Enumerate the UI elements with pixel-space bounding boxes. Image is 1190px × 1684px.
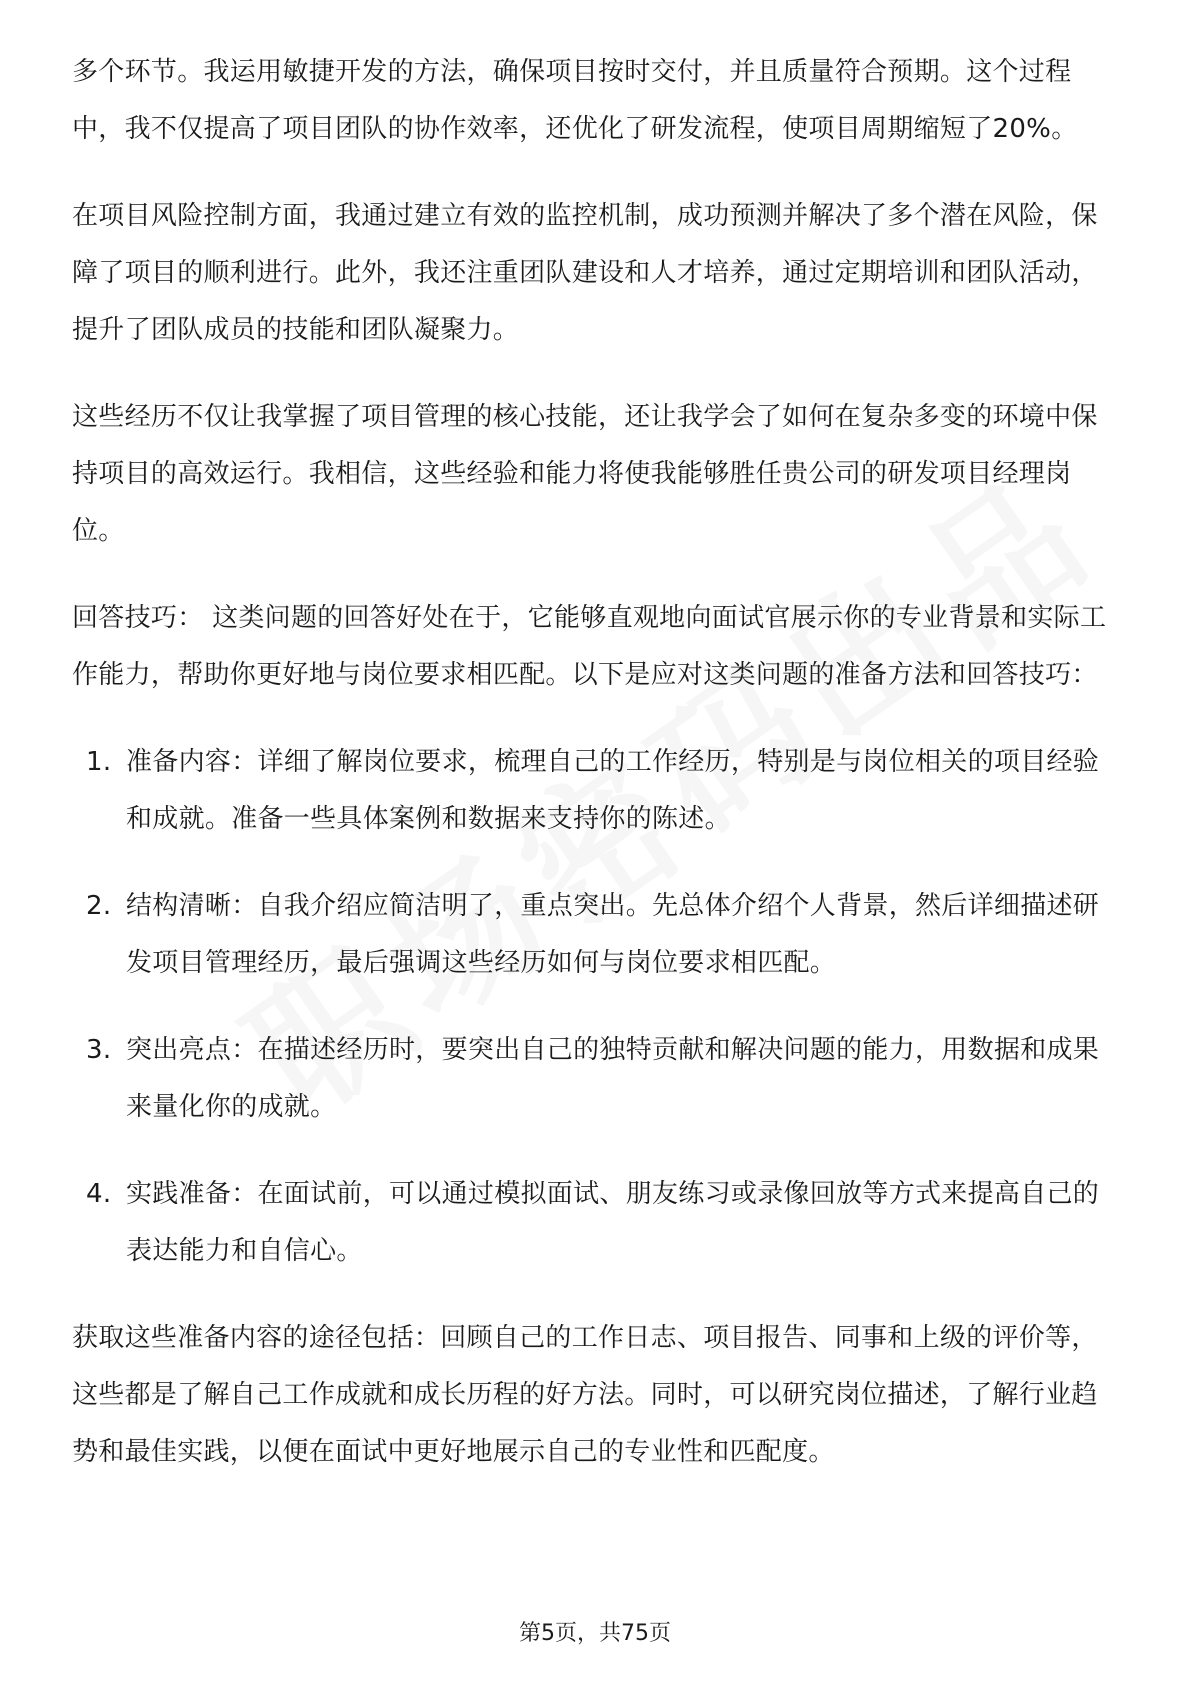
list-item [72,878,1118,992]
list-item-number: 2. [86,891,112,921]
list-item-text: 准备内容：详细了解岗位要求，梳理自己的工作经历，特别是与岗位相关的项目经验和成就。准备一些具体案例和数据来支持你的陈述。 [126,747,1100,834]
list-item-text: 实践准备：在面试前，可以通过模拟面试、朋友练习或录像回放等方式来提高自己的表达能力和自信心。 [126,1179,1100,1266]
list-item [72,1166,1118,1280]
tips-list [72,734,1118,1280]
list-item-number: 4. [86,1179,112,1209]
list-item-text: 突出亮点：在描述经历时，要突出自己的独特贡献和解决问题的能力，用数据和成果来量化你的成就。 [126,1035,1100,1122]
list-item-number: 3. [86,1035,112,1065]
list-item-text: 结构清晰：自我介绍应简洁明了，重点突出。先总体介绍个人背景，然后详细描述研发项目管理经历，最后强调这些经历如何与岗位要求相匹配。 [126,891,1100,978]
page-content [72,44,1118,1511]
paragraph-summary: 这些经历不仅让我掌握了项目管理的核心技能，还让我学会了如何在复杂多变的环境中保持项目的高效运行。我相信，这些经验和能力将使我能够胜任贵公司的研发项目经理岗位。 [72,402,1098,546]
list-item [72,1022,1118,1136]
page-number: 第5页，共75页 [519,1621,671,1646]
list-item-number: 1. [86,747,112,777]
paragraph-risk-control: 在项目风险控制方面，我通过建立有效的监控机制，成功预测并解决了多个潜在风险，保障了项目的顺利进行。此外，我还注重团队建设和人才培养，通过定期培训和团队活动，提升了团队成员的技能和团队凝聚力。 [72,201,1098,345]
paragraph-agile: 多个环节。我运用敏捷开发的方法，确保项目按时交付，并且质量符合预期。这个过程中，我不仅提高了项目团队的协作效率，还优化了研发流程，使项目周期缩短了20%。 [72,57,1078,144]
paragraph-answer-tips: 回答技巧： 这类问题的回答好处在于，它能够直观地向面试官展示你的专业背景和实际工作能力，帮助你更好地与岗位要求相匹配。以下是应对这类问题的准备方法和回答技巧： [72,603,1107,690]
paragraph-closing: 获取这些准备内容的途径包括：回顾自己的工作日志、项目报告、同事和上级的评价等，这些都是了解自己工作成就和成长历程的好方法。同时，可以研究岗位描述，了解行业趋势和最佳实践，以便在面试中更好地展示自己的专业性和匹配度。 [72,1323,1098,1467]
list-item [72,734,1118,848]
